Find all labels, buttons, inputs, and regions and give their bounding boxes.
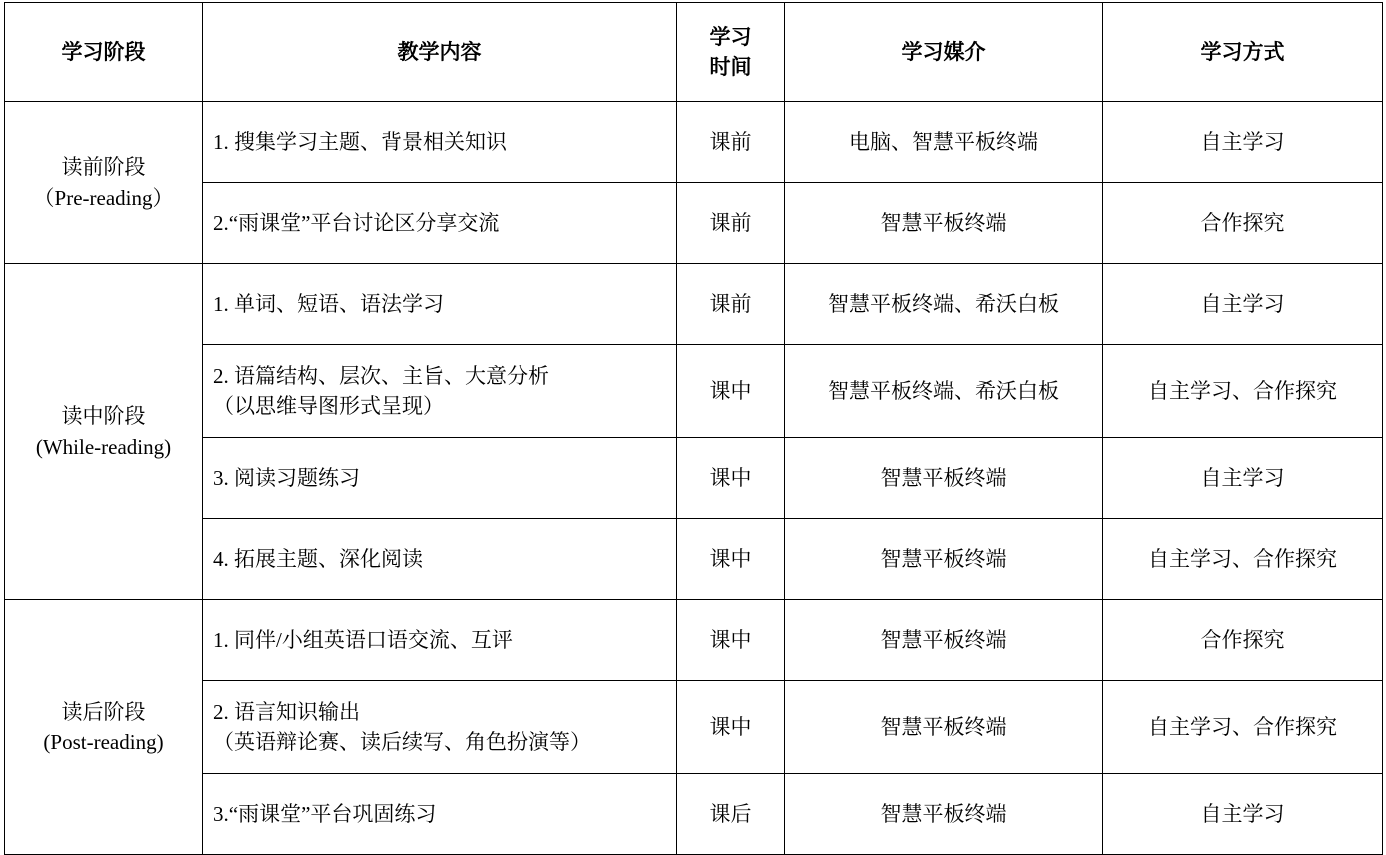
content-cell	[203, 345, 677, 438]
media-cell: 电脑、智慧平板终端	[785, 102, 1103, 183]
media-cell: 智慧平板终端	[785, 438, 1103, 519]
table-body	[5, 102, 1383, 855]
mode-cell: 自主学习	[1103, 102, 1383, 183]
table-row	[5, 183, 1383, 264]
time-cell: 课中	[677, 600, 785, 681]
content-cell: 3.“雨课堂”平台巩固练习	[203, 774, 677, 855]
content-cell	[203, 681, 677, 774]
mode-cell: 自主学习	[1103, 438, 1383, 519]
mode-cell: 自主学习	[1103, 774, 1383, 855]
stage-name-cn: 读中阶段	[61, 404, 146, 429]
stage-cell-post-reading	[5, 600, 203, 855]
table-row	[5, 600, 1383, 681]
time-cell: 课后	[677, 774, 785, 855]
table-row	[5, 345, 1383, 438]
media-cell: 智慧平板终端	[785, 774, 1103, 855]
media-cell: 智慧平板终端	[785, 183, 1103, 264]
stage-cell-pre-reading	[5, 102, 203, 264]
mode-cell: 自主学习、合作探究	[1103, 345, 1383, 438]
header-time-line2: 时间	[709, 55, 752, 79]
header-cell-content: 教学内容	[203, 3, 677, 102]
stage-name-cn: 读后阶段	[61, 699, 146, 724]
mode-cell: 合作探究	[1103, 183, 1383, 264]
header-cell-media: 学习媒介	[785, 3, 1103, 102]
header-cell-stage: 学习阶段	[5, 3, 203, 102]
stage-name-en: （Pre-reading）	[33, 185, 174, 210]
media-cell: 智慧平板终端	[785, 600, 1103, 681]
time-cell: 课中	[677, 519, 785, 600]
table-row	[5, 102, 1383, 183]
content-cell: 4. 拓展主题、深化阅读	[203, 519, 677, 600]
header-row	[5, 3, 1383, 102]
content-line-2: （英语辩论赛、读后续写、角色扮演等）	[213, 730, 591, 754]
mode-cell: 自主学习、合作探究	[1103, 681, 1383, 774]
table-row	[5, 681, 1383, 774]
content-cell: 3. 阅读习题练习	[203, 438, 677, 519]
table-row	[5, 774, 1383, 855]
content-cell: 2.“雨课堂”平台讨论区分享交流	[203, 183, 677, 264]
time-cell: 课前	[677, 264, 785, 345]
stage-cell-while-reading	[5, 264, 203, 600]
stage-name-en: (Post-reading)	[43, 730, 164, 754]
media-cell: 智慧平板终端、希沃白板	[785, 264, 1103, 345]
table-row	[5, 264, 1383, 345]
media-cell: 智慧平板终端、希沃白板	[785, 345, 1103, 438]
stage-name-cn: 读前阶段	[61, 155, 146, 180]
table-header	[5, 3, 1383, 102]
mode-cell: 自主学习、合作探究	[1103, 519, 1383, 600]
table-row	[5, 438, 1383, 519]
content-cell: 1. 搜集学习主题、背景相关知识	[203, 102, 677, 183]
table-row	[5, 519, 1383, 600]
media-cell: 智慧平板终端	[785, 681, 1103, 774]
mode-cell: 自主学习	[1103, 264, 1383, 345]
stage-name-en: (While-reading)	[35, 434, 172, 459]
time-cell: 课中	[677, 438, 785, 519]
content-line-1: 2. 语言知识输出	[213, 699, 360, 724]
content-cell: 1. 单词、短语、语法学习	[203, 264, 677, 345]
content-line-2: （以思维导图形式呈现）	[213, 394, 444, 418]
header-cell-mode: 学习方式	[1103, 3, 1383, 102]
time-cell: 课前	[677, 183, 785, 264]
content-line-1: 2. 语篇结构、层次、主旨、大意分析	[213, 363, 549, 388]
header-cell-time	[677, 3, 785, 102]
lesson-plan-table	[4, 2, 1383, 855]
content-cell: 1. 同伴/小组英语口语交流、互评	[203, 600, 677, 681]
time-cell: 课中	[677, 345, 785, 438]
mode-cell: 合作探究	[1103, 600, 1383, 681]
time-cell: 课前	[677, 102, 785, 183]
media-cell: 智慧平板终端	[785, 519, 1103, 600]
time-cell: 课中	[677, 681, 785, 774]
header-time-line1: 学习	[709, 24, 752, 49]
